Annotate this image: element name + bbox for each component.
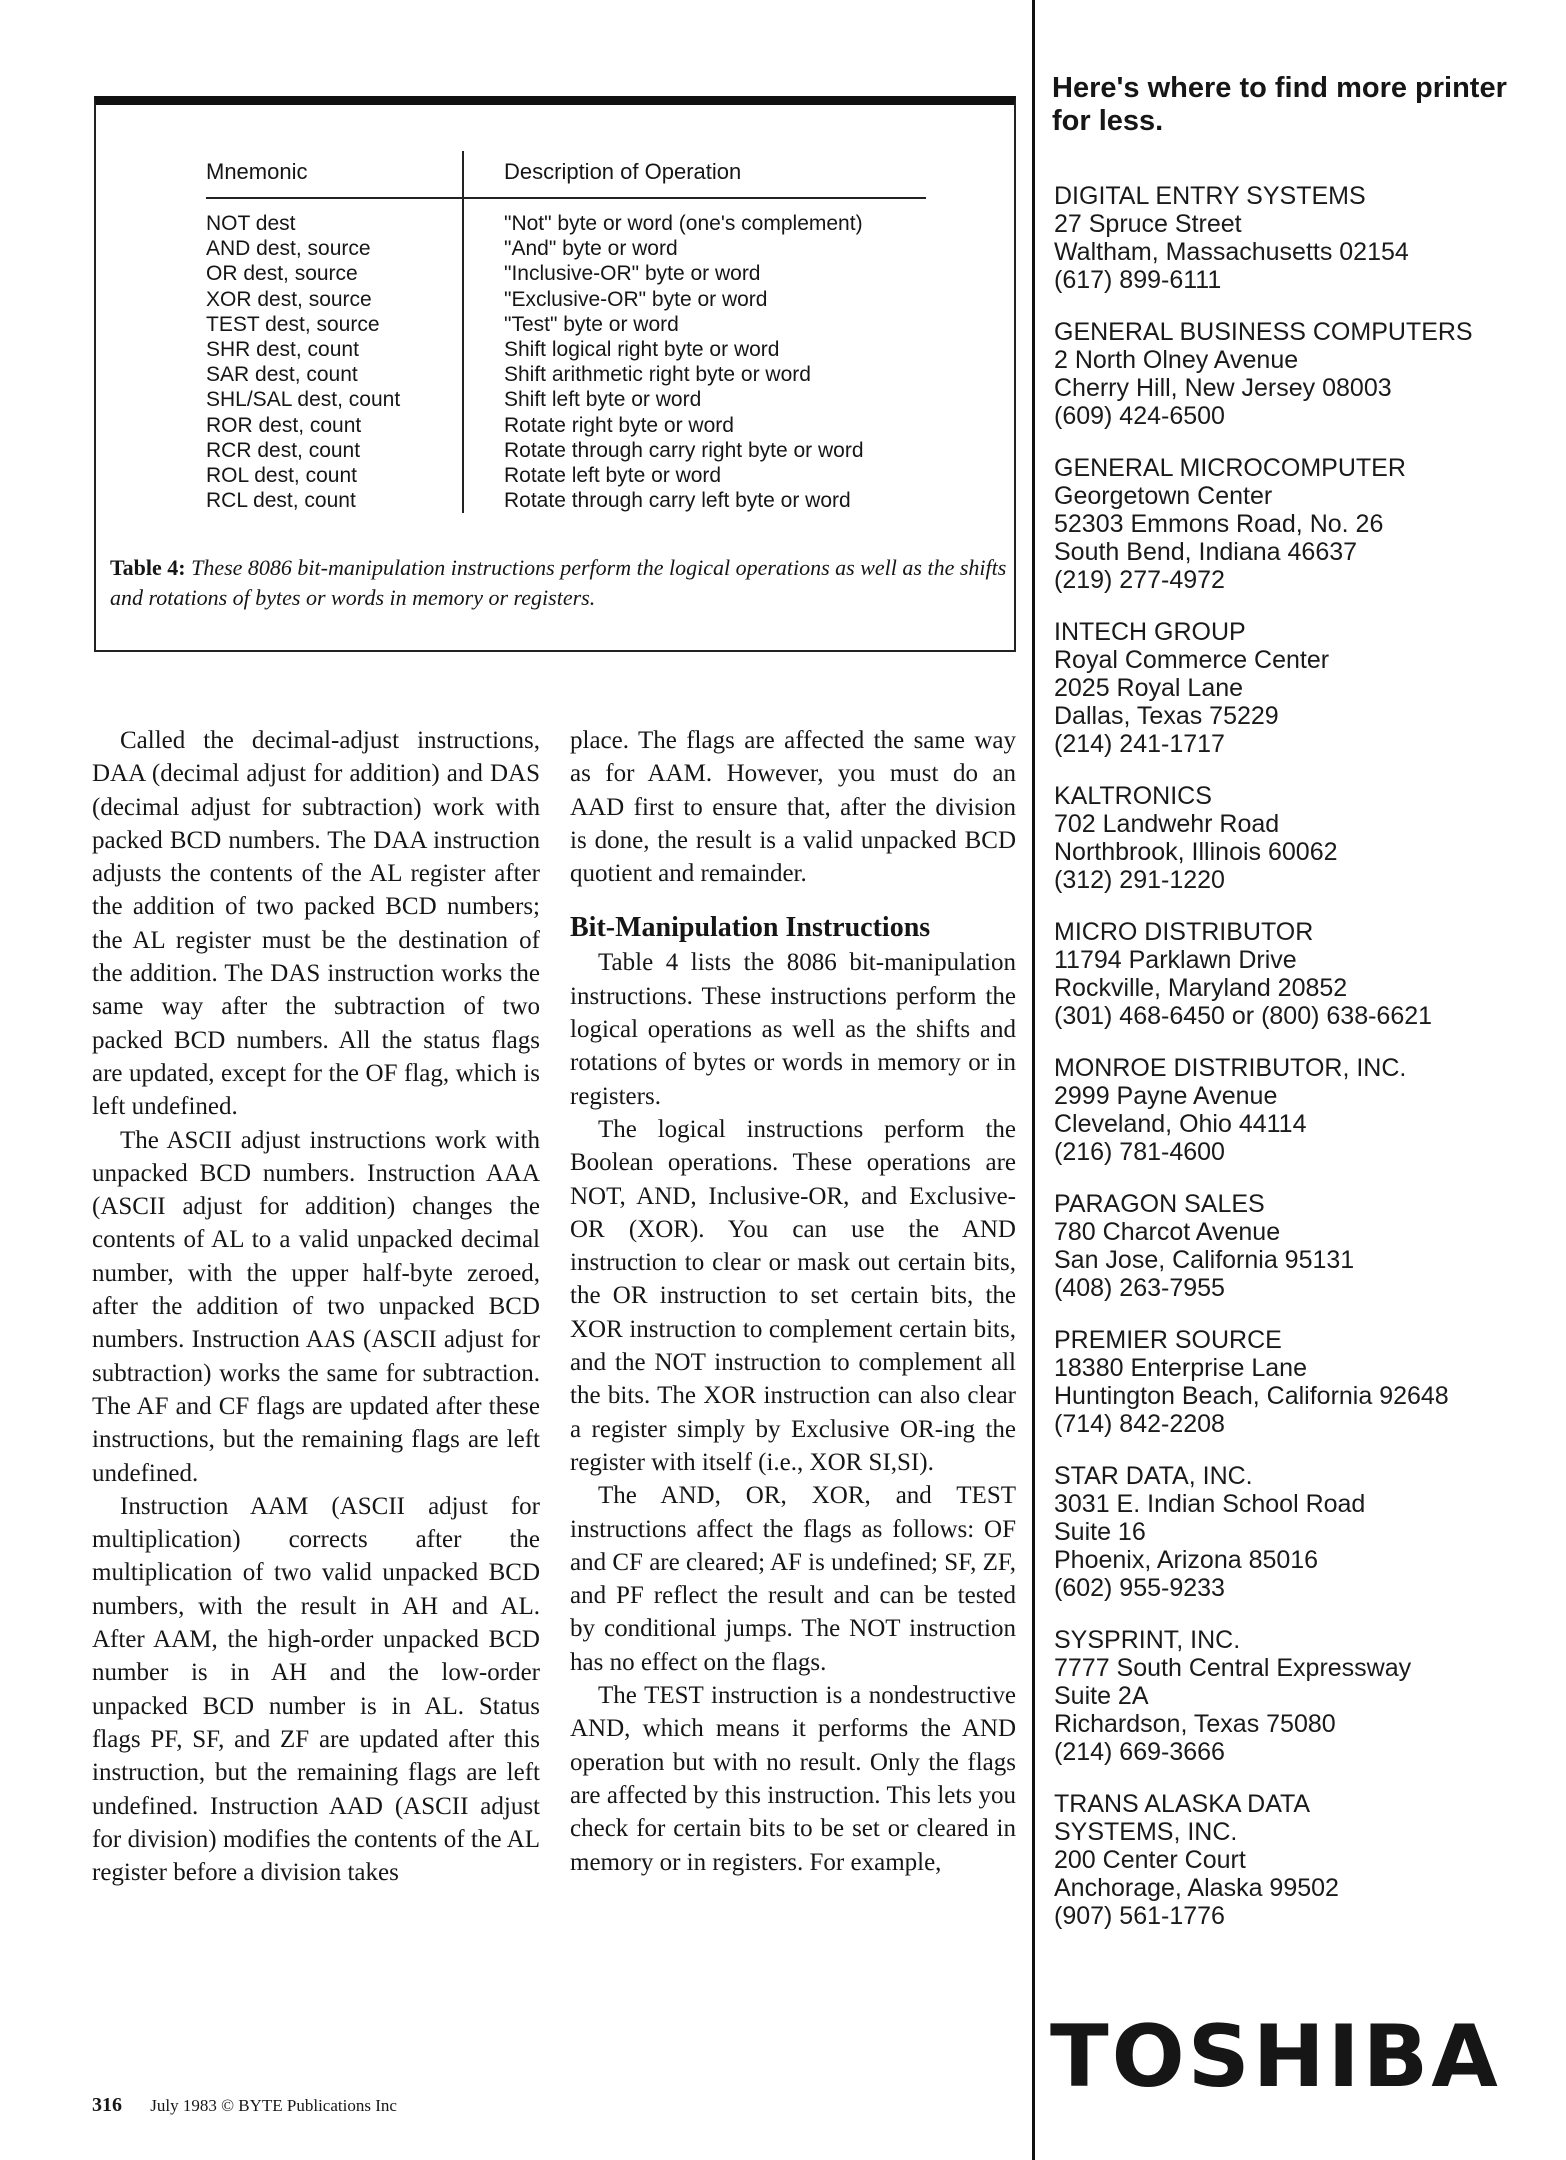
page-footer [92, 2094, 397, 2117]
table-cell-mnemonic: SHR dest, count [206, 338, 359, 362]
dealer-entry [1054, 1626, 1554, 1766]
dealer-name: STAR DATA, INC. [1054, 1462, 1253, 1490]
table-column-divider [462, 151, 464, 513]
dealer-address-line: Anchorage, Alaska 99502 [1054, 1874, 1339, 1902]
dealer-address-line: (609) 424-6500 [1054, 402, 1225, 430]
table-caption [110, 553, 1010, 613]
dealer-list [1054, 182, 1554, 1954]
dealer-entry [1054, 318, 1554, 430]
dealer-address-line: (219) 277-4972 [1054, 566, 1225, 594]
table-cell-description: Rotate left byte or word [504, 464, 722, 488]
dealer-address-line: 2025 Royal Lane [1054, 674, 1244, 702]
toshiba-logo: TOSHIBA [1050, 2007, 1501, 2107]
sidebar-divider [1032, 0, 1035, 2160]
dealer-address-line: Suite 2A [1054, 1682, 1149, 1710]
dealer-address-line: Cleveland, Ohio 44114 [1054, 1110, 1307, 1138]
table-cell-mnemonic: SHL/SAL dest, count [206, 388, 401, 412]
table-cell-mnemonic: TEST dest, source [206, 312, 380, 336]
dealer-address-line: 200 Center Court [1054, 1846, 1246, 1874]
table-4-box [94, 96, 1016, 652]
dealer-name: KALTRONICS [1054, 782, 1212, 810]
dealer-address-line: Georgetown Center [1054, 482, 1273, 510]
table-cell-mnemonic: XOR dest, source [206, 287, 372, 311]
page-number: 316 [92, 2094, 122, 2116]
table-cell-description: Rotate right byte or word [504, 413, 734, 437]
dealer-address-line: 702 Landwehr Road [1054, 810, 1280, 838]
dealer-address-line: Huntington Beach, California 92648 [1054, 1382, 1449, 1410]
dealer-address-line: 27 Spruce Street [1054, 210, 1242, 238]
dealer-address-line: Royal Commerce Center [1054, 646, 1330, 674]
table-cell-mnemonic: RCR dest, count [206, 438, 361, 462]
dealer-address-line: (312) 291-1220 [1054, 866, 1225, 894]
dealer-address-line: Rockville, Maryland 20852 [1054, 974, 1348, 1002]
table-cell-description: Rotate through carry left byte or word [504, 489, 851, 513]
dealer-address-line: 2 North Olney Avenue [1054, 346, 1299, 374]
dealer-entry [1054, 1462, 1554, 1602]
dealer-address-line: Waltham, Massachusetts 02154 [1054, 238, 1409, 266]
dealer-address-line: 11794 Parklawn Drive [1054, 946, 1297, 974]
dealer-name: TRANS ALASKA DATA [1054, 1790, 1311, 1818]
dealer-address-line: (214) 669-3666 [1054, 1738, 1225, 1766]
dealer-address-line: Richardson, Texas 75080 [1054, 1710, 1336, 1738]
dealer-address-line: (301) 468-6450 or (800) 638-6621 [1054, 1002, 1433, 1030]
dealer-address-line: (214) 241-1717 [1054, 730, 1225, 758]
dealer-address-line: San Jose, California 95131 [1054, 1246, 1355, 1274]
dealer-entry [1054, 918, 1554, 1030]
article-column-right [570, 724, 1016, 1879]
table-cell-mnemonic: OR dest, source [206, 262, 358, 286]
table-cell-description: "Not" byte or word (one's complement) [504, 212, 863, 235]
paragraph: The logical instructions perform the Boolean operations. These operations are NOT, AND, Inclusive-OR, and Exclusive-OR (XOR). You can use the AND instruction to clear or mask out certain bits, the OR instruction to set certain bits, the XOR instruction to complement certain bits, and the NOT instruction to complement all the bits. The XOR instruction can also clear a register simply by Exclusive OR-ing the register with itself (i.e., XOR SI,SI). [570, 1115, 1016, 1476]
paragraph: The ASCII adjust instructions work with unpacked BCD numbers. Instruction AAA (ASCII adjust for addition) changes the contents of AL to a valid unpacked decimal number, with the upper half-byte zeroed, after the addition of two unpacked BCD numbers. Instruction AAS (ASCII adjust for subtraction) works the same for subtraction. The AF and CF flags are updated after these instructions, but the remaining flags are left undefined. [92, 1126, 540, 1487]
dealer-name: INTECH GROUP [1054, 618, 1246, 646]
dealer-address-line: 780 Charcot Avenue [1054, 1218, 1281, 1246]
dealer-entry [1054, 1054, 1554, 1166]
dealer-entry [1054, 182, 1554, 294]
dealer-address-line: (617) 899-6111 [1054, 266, 1222, 294]
paragraph: Table 4 lists the 8086 bit-manipulation instructions. These instructions perform the logical operations as well as the shifts and rotations of bytes or words in memory or in registers. [570, 949, 1016, 1110]
dealer-name: PREMIER SOURCE [1054, 1326, 1282, 1354]
table-caption-label: Table 4: [110, 555, 186, 580]
table-header-description: Description of Operation [504, 159, 742, 184]
paragraph: Instruction AAM (ASCII adjust for multiplication) corrects after the multiplication of two valid unpacked BCD numbers, with the result in AH and AL. After AAM, the high-order unpacked BCD number is in AH and the low-order unpacked BCD number is in AL. Status flags PF, SF, and ZF are updated after this instruction, but the remaining flags are left undefined. Instruction AAD (ASCII adjust for division) modifies the contents of the AL register before a division takes [92, 1492, 540, 1887]
table-cell-description: Shift left byte or word [504, 388, 702, 412]
table-cell-description: "Test" byte or word [504, 312, 679, 336]
publication-line: July 1983 © BYTE Publications Inc [150, 2096, 397, 2115]
table-header-mnemonic: Mnemonic [206, 159, 308, 184]
dealer-entry [1054, 1790, 1554, 1930]
dealer-address-line: 18380 Enterprise Lane [1054, 1354, 1307, 1382]
dealer-name: PARAGON SALES [1054, 1190, 1265, 1218]
dealer-address-line: Cherry Hill, New Jersey 08003 [1054, 374, 1392, 402]
dealer-address-line: Northbrook, Illinois 60062 [1054, 838, 1338, 866]
paragraph: The AND, OR, XOR, and TEST instructions affect the flags as follows: OF and CF are cleared; AF is undefined; SF, ZF, and PF reflect the result and can be tested by conditional jumps. The NOT instruction has no effect on the flags. [570, 1482, 1016, 1676]
dealer-entry [1054, 782, 1554, 894]
table-cell-description: Shift logical right byte or word [504, 338, 780, 362]
dealer-address-line: (216) 781-4600 [1054, 1138, 1225, 1166]
dealer-name: MONROE DISTRIBUTOR, INC. [1054, 1054, 1407, 1082]
table-cell-mnemonic: SAR dest, count [206, 363, 358, 387]
dealer-address-line: (408) 263-7955 [1054, 1274, 1225, 1302]
sidebar-title: Here's where to find more printer for less. [1052, 72, 1507, 137]
dealer-address-line: South Bend, Indiana 46637 [1054, 538, 1358, 566]
paragraph: Called the decimal-adjust instructions, DAA (decimal adjust for addition) and DAS (decimal adjust for subtraction) work with packed BCD numbers. The DAA instruction adjusts the contents of the AL register after the addition of two packed BCD numbers; the AL register must be the destination of the addition. The DAS instruction works the same way after the subtraction of two packed BCD numbers. All the status flags are updated, except for the OF flag, which is left undefined. [92, 727, 540, 1121]
description-column [504, 211, 974, 513]
paragraph: place. The flags are affected the same way as for AAM. However, you must do an AAD first to ensure that, after the division is done, the result is a valid unpacked BCD quotient and remainder. [570, 727, 1016, 888]
dealer-entry [1054, 618, 1554, 758]
dealer-address-line: SYSTEMS, INC. [1054, 1818, 1238, 1846]
dealer-address-line: (907) 561-1776 [1054, 1902, 1225, 1930]
table-cell-description: "Inclusive-OR" byte or word [504, 262, 761, 286]
dealer-address-line: Phoenix, Arizona 85016 [1054, 1546, 1319, 1574]
dealer-entry [1054, 454, 1554, 594]
dealer-address-line: 7777 South Central Expressway [1054, 1654, 1412, 1682]
dealer-address-line: Suite 16 [1054, 1518, 1146, 1546]
mnemonic-column [206, 211, 456, 513]
table-caption-text: These 8086 bit-manipulation instructions perform the logical operations as well as the shifts and rotations of bytes or words in memory or registers. [110, 555, 1007, 610]
table-cell-mnemonic: ROR dest, count [206, 413, 362, 437]
dealer-name: MICRO DISTRIBUTOR [1054, 918, 1314, 946]
dealer-name: GENERAL BUSINESS COMPUTERS [1054, 318, 1473, 346]
paragraph: The TEST instruction is a nondestructive AND, which means it performs the AND operation but with no result. Only the flags are affected by this instruction. This lets you check for certain bits to be set or cleared in memory or in registers. For example, [570, 1682, 1016, 1876]
dealer-entry [1054, 1326, 1554, 1438]
article-column-left [92, 724, 540, 1889]
dealer-name: GENERAL MICROCOMPUTER [1054, 454, 1406, 482]
table-cell-mnemonic: RCL dest, count [206, 489, 356, 513]
table-cell-mnemonic: ROL dest, count [206, 464, 357, 488]
dealer-address-line: 2999 Payne Avenue [1054, 1082, 1278, 1110]
dealer-address-line: 3031 E. Indian School Road [1054, 1490, 1366, 1518]
table-header-divider [206, 197, 926, 199]
dealer-name: DIGITAL ENTRY SYSTEMS [1054, 182, 1366, 210]
table-cell-description: Shift arithmetic right byte or word [504, 363, 811, 387]
dealer-address-line: (602) 955-9233 [1054, 1574, 1225, 1602]
table-cell-mnemonic: NOT dest [206, 212, 296, 235]
section-heading: Bit-Manipulation Instructions [570, 912, 931, 944]
table-cell-description: Rotate through carry right byte or word [504, 438, 864, 462]
table-cell-description: "Exclusive-OR" byte or word [504, 287, 768, 311]
dealer-address-line: 52303 Emmons Road, No. 26 [1054, 510, 1384, 538]
dealer-address-line: (714) 842-2208 [1054, 1410, 1225, 1438]
table-cell-description: "And" byte or word [504, 237, 678, 261]
dealer-entry [1054, 1190, 1554, 1302]
table-cell-mnemonic: AND dest, source [206, 237, 371, 261]
dealer-name: SYSPRINT, INC. [1054, 1626, 1241, 1654]
dealer-address-line: Dallas, Texas 75229 [1054, 702, 1279, 730]
